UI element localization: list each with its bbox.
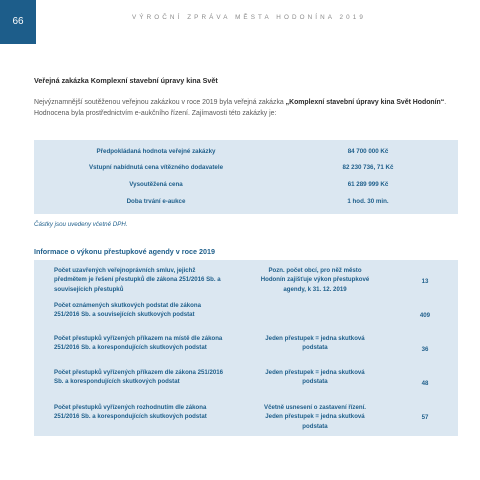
- offences-table: [34, 260, 458, 436]
- row-value: 409: [419, 312, 431, 319]
- report-title: VÝROČNÍ ZPRÁVA MĚSTA HODONÍNA 2019: [132, 14, 366, 21]
- row-value: 13: [421, 278, 429, 285]
- row-label: Počet přestupků vyřízených rozhodnutím dle zákona 251/2016 Sb. a korespondujících skutkových podstat: [54, 404, 207, 421]
- row-label: Počet přestupků vyřízených příkazem dle zákona 251/2016 Sb. a korespondujících skutkových podstat: [54, 369, 224, 386]
- vat-note: Částky jsou uvedeny včetně DPH.: [34, 221, 128, 228]
- row-value: 36: [421, 346, 429, 353]
- row-value: 1 hod. 30 min.: [347, 198, 389, 205]
- row-label: Vstupní nabídnutá cena vítězného dodavatele: [88, 164, 224, 171]
- row-value: 57: [421, 414, 429, 421]
- row-label: Vysoutěžená cena: [129, 181, 183, 188]
- row-value: 82 230 736, 71 Kč: [342, 164, 394, 171]
- row-label: Předpokládaná hodnota veřejné zakázky: [96, 148, 216, 155]
- row-value: 84 700 000 Kč: [347, 148, 389, 155]
- tender-summary-table: [34, 140, 458, 214]
- intro-paragraph: [34, 97, 454, 119]
- row-note: Jeden přestupek = jedna skutková podstata: [265, 369, 365, 386]
- row-note: Včetně usnesení o zastavení řízení. Jeden přestupek = jedna skutková podstata: [264, 404, 366, 430]
- row-label: Počet uzavřených veřejnoprávních smluv, jejichž předmětem je řešení přestupků dle zákona 251/2016 Sb. a souvisejících přestupků: [54, 267, 221, 293]
- row-label: Počet přestupků vyřízených příkazem na místě dle zákona 251/2016 Sb. a korespondujících skutkových podstat: [54, 335, 223, 352]
- row-label: Počet oznámených skutkových podstat dle zákona 251/2016 Sb. a souvisejících skutkových podstat: [54, 302, 201, 319]
- section-title-offences: Informace o výkonu přestupkové agendy v roce 2019: [34, 247, 215, 256]
- page-header: [0, 0, 480, 44]
- row-note: Jeden přestupek = jedna skutková podstata: [265, 335, 365, 352]
- row-note: Pozn. počet obcí, pro něž město Hodonín zajišťuje výkon přestupkové agendy, k 31. 12. 2019: [260, 267, 370, 293]
- section-title-tender: Veřejná zakázka Komplexní stavební úpravy kina Svět: [34, 76, 218, 85]
- page-number: 66: [0, 0, 36, 44]
- intro-text-bold: „Komplexní stavební úpravy kina Svět Hodonín“: [285, 99, 445, 106]
- row-value: 48: [421, 380, 429, 387]
- row-label: Doba trvání e-aukce: [126, 198, 186, 205]
- row-value: 61 289 999 Kč: [347, 181, 389, 188]
- intro-text-part1: Nejvýznamnější soutěženou veřejnou zakázkou v roce 2019 byla veřejná zakázka: [34, 99, 286, 106]
- intro-text-part2: . Hodnocena byla prostřednictvím e-aukčního řízení. Zajímavosti této zakázky je:: [34, 99, 447, 117]
